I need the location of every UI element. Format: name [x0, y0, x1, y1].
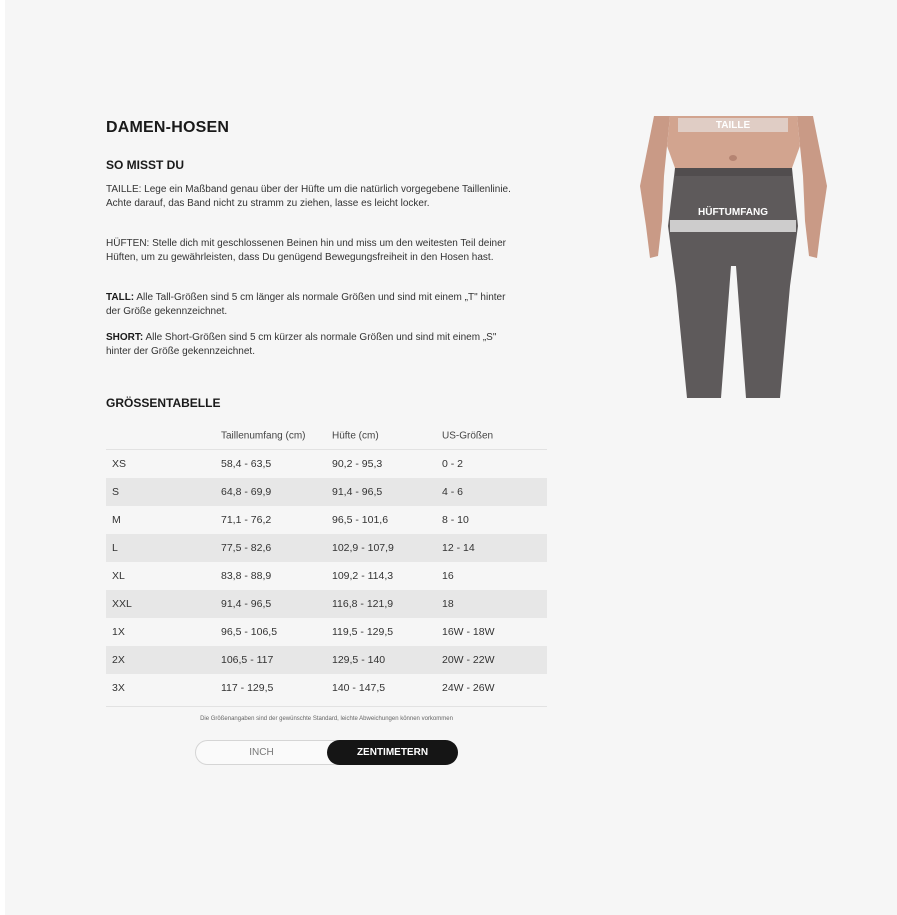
hip-instructions: HÜFTEN: Stelle dich mit geschlossenen Beinen hin und miss um den weitesten Teil deiner Hüften, um zu gewährleisten, dass Du genügend Bewegungsfreiheit in den Hosen hast. [106, 238, 507, 263]
waist-cell: 106,5 - 117 [221, 654, 274, 666]
hip-cell: 91,4 - 96,5 [332, 486, 383, 498]
table-row [106, 646, 547, 674]
page-title: DAMEN-HOSEN [106, 119, 230, 136]
us-size-cell: 24W - 26W [442, 682, 495, 694]
short-label: SHORT: [106, 332, 144, 343]
size-cell: XS [112, 458, 127, 470]
waist-cell: 77,5 - 82,6 [221, 542, 272, 554]
size-cell: 2X [112, 654, 125, 666]
us-size-cell: 4 - 6 [442, 486, 464, 498]
header-us-size: US-Größen [442, 430, 494, 442]
table-divider [106, 706, 547, 707]
hip-cell: 140 - 147,5 [332, 682, 386, 694]
us-size-cell: 0 - 2 [442, 458, 464, 470]
tall-label: TALL: [106, 292, 135, 303]
size-cell: XL [112, 570, 125, 582]
short-text: Alle Short-Größen sind 5 cm kürzer als normale Größen und sind mit einem „S" hinter der Größe gekennzeichnet. [106, 332, 497, 357]
table-row [106, 506, 547, 534]
waist-cell: 96,5 - 106,5 [221, 626, 278, 638]
size-cell: L [112, 542, 118, 554]
navel [729, 155, 737, 161]
waist-instructions: TAILLE: Lege ein Maßband genau über der Hüfte um die natürlich vorgegebene Taillenlinie. Achte darauf, das Band nicht zu stramm zu ziehen, lasse es leicht locker. [106, 184, 511, 209]
us-size-cell: 16W - 18W [442, 626, 495, 638]
size-table [106, 423, 547, 702]
measure-heading: SO MISST DU [106, 158, 185, 172]
us-size-cell: 18 [442, 598, 454, 610]
tall-text: Alle Tall-Größen sind 5 cm länger als normale Größen und sind mit einem „T" hinter der Größe gekennzeichnet. [106, 292, 506, 317]
us-size-cell: 12 - 14 [442, 542, 475, 554]
hip-cell: 129,5 - 140 [332, 654, 386, 666]
header-waist: Taillenumfang (cm) [221, 430, 306, 442]
centimeter-option[interactable]: ZENTIMETERN [327, 740, 458, 765]
hip-cell: 119,5 - 129,5 [332, 626, 394, 638]
waistband [675, 168, 792, 176]
short-note [106, 331, 511, 358]
model-figure-image [640, 116, 827, 398]
hip-cell: 116,8 - 121,9 [332, 598, 394, 610]
table-row [106, 534, 547, 562]
size-cell: XXL [112, 598, 132, 610]
waist-cell: 83,8 - 88,9 [221, 570, 272, 582]
us-size-cell: 16 [442, 570, 454, 582]
unit-toggle[interactable] [195, 740, 458, 765]
header-hip: Hüfte (cm) [332, 430, 379, 442]
size-cell: S [112, 486, 120, 498]
hip-cell: 90,2 - 95,3 [332, 458, 383, 470]
size-table-heading: GRÖSSENTABELLE [106, 396, 221, 410]
table-row [106, 562, 547, 590]
table-row [106, 674, 547, 702]
us-size-cell: 8 - 10 [442, 514, 469, 526]
waist-cell: 91,4 - 96,5 [221, 598, 272, 610]
size-cell: 3X [112, 682, 125, 694]
us-size-cell: 20W - 22W [442, 654, 495, 666]
waist-cell: 117 - 129,5 [221, 682, 274, 694]
waist-cell: 71,1 - 76,2 [221, 514, 272, 526]
waist-label: TAILLE [715, 120, 751, 131]
table-row [106, 450, 547, 478]
hip-cell: 109,2 - 114,3 [332, 570, 394, 582]
table-row [106, 478, 547, 506]
disclaimer-note: Die Größenangaben sind der gewünschte Standard, leichte Abweichungen können vorkommen [200, 716, 453, 722]
inch-option[interactable]: INCH [249, 747, 274, 758]
hip-cell: 102,9 - 107,9 [332, 542, 394, 554]
waist-cell: 58,4 - 63,5 [221, 458, 272, 470]
waist-cell: 64,8 - 69,9 [221, 486, 272, 498]
table-row [106, 590, 547, 618]
size-cell: M [112, 514, 121, 526]
hip-marker [670, 220, 796, 232]
table-row [106, 618, 547, 646]
table-header [106, 423, 547, 450]
tall-note [106, 291, 511, 318]
size-cell: 1X [112, 626, 125, 638]
hip-label: HÜFTUMFANG [698, 207, 768, 218]
hip-cell: 96,5 - 101,6 [332, 514, 389, 526]
